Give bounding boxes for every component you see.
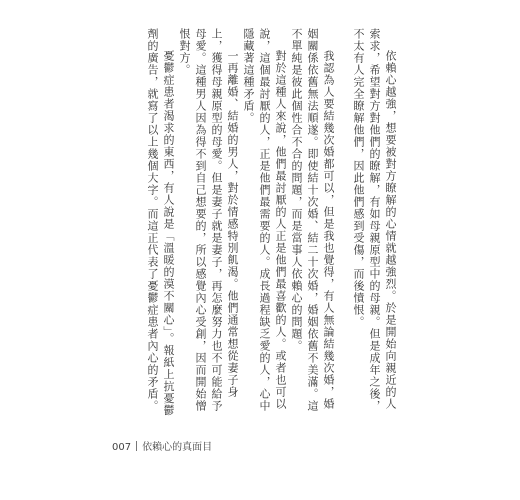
- paragraph-4: 一再離婚、結婚的男人，對於情感特別飢渴。他們通常想從妻子身上，獲得母親原型的母愛。但是妻子就是妻子，再怎麼努力也不可能給予母愛。這種男人因為得不到自己想要的，所以感覺內心受創，因而開始憎恨對方。: [178, 28, 239, 412]
- paragraph-2: 我認為人要結幾次婚都可以，但是我也覺得，有人無論結幾次婚，婚姻關係依舊無法順遂。即使結十次婚、結二十次婚，婚姻依舊不美滿。這不單純是彼此個性合不合的問題，而是當事人依賴心的問題。: [290, 28, 335, 412]
- page-footer: [112, 438, 212, 453]
- paragraph-5: 憂鬱症患者渴求的東西，有人說是「溫暖的漠不關心」。報紙上抗憂鬱劑的廣告，就寫了以上幾個大字。而這正代表了憂鬱症患者內心的矛盾。: [146, 28, 175, 417]
- paragraph-3: 對於這種人來說，他們最討厭的人正是他們最喜歡的人。或者也可以說，這個最討厭的人，正是他們最需要的人。成長過程缺乏愛的人，心中隱藏著這種矛盾。: [242, 28, 287, 412]
- page-number: 007: [112, 442, 132, 453]
- footer-separator: [136, 441, 137, 451]
- running-title: 依賴心的真面目: [142, 442, 213, 453]
- paragraph-1: 依賴心越強，想要被對方瞭解的心情就越強烈。於是開始向親近的人索求，希望對方對他們的瞭解，有如母親原型中的母親。但是成年之後，不太有人完全瞭解他們，因此他們感到受傷，而後憤恨。: [352, 28, 397, 412]
- body-text: [112, 28, 412, 420]
